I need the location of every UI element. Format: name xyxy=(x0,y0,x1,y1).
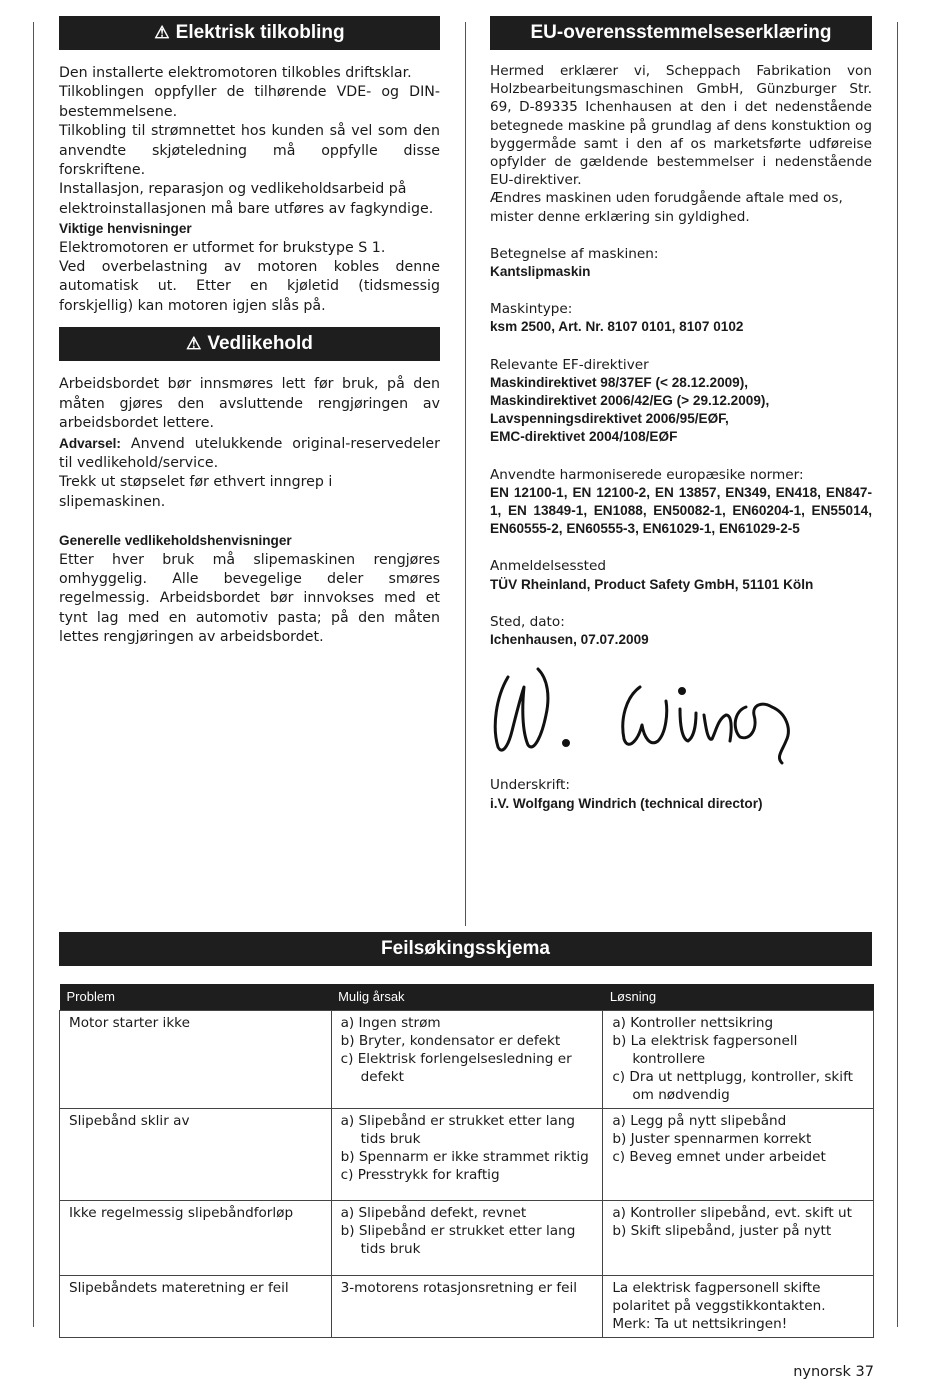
cause-item: a) Slipebånd defekt, revnet xyxy=(340,1205,527,1221)
norms-value: EN 12100-1, EN 12100-2, EN 13857, EN349, EN418, EN847-1, EN 13849-1, EN1088, EN50082-1, EN60204-1, EN55014, EN60555-2, EN60555-3, EN61029-1, EN61029-2-5 xyxy=(490,484,872,537)
elec-paragraph-6: Ved overbelastning av motoren kobles denne automatisk ut. Etter en kjøletid (tidsmessig forskjellig) kan motoren igjen slås på. xyxy=(59,259,440,314)
directive-item: Maskindirektivet 98/37EF (< 28.12.2009), xyxy=(490,374,749,390)
cause-item: c) Presstrykk for kraftig xyxy=(340,1167,500,1183)
directive-item: EMC-direktivet 2004/108/EØF xyxy=(490,429,678,445)
elec-paragraph-5: Elektromotoren er utformet for brukstype S 1. xyxy=(59,239,386,256)
elec-important-heading: Viktige henvisninger xyxy=(59,221,192,237)
left-margin-rule xyxy=(33,22,34,1327)
electrical-connection-title: Elektrisk tilkobling xyxy=(175,22,345,43)
designation-label: Betegnelse af maskinen: xyxy=(490,245,659,262)
eu-declaration-title: EU-overensstemmelseserklæring xyxy=(530,22,832,43)
right-column xyxy=(490,16,872,813)
eu-paragraph-2: Ændres maskinen uden forudgående aftale med os, mister denne erklæring sin gyldighed. xyxy=(490,190,843,225)
solution-item: a) Legg på nytt slipebånd xyxy=(612,1113,787,1129)
page-number: nynorsk 37 xyxy=(793,1364,874,1380)
eu-declaration-header xyxy=(490,16,872,50)
signature-label: Underskrift: xyxy=(490,777,570,794)
solution-text: La elektrisk fagpersonell skifte polaritet på veggstikkontakten. xyxy=(612,1280,826,1314)
cause-cell xyxy=(331,1011,603,1109)
column-header-solution: Løsning xyxy=(603,984,874,1011)
machine-type-value: ksm 2500, Art. Nr. 8107 0101, 8107 0102 xyxy=(490,319,744,335)
elec-paragraph-1: Den installerte elektromotoren tilkobles driftsklar. xyxy=(59,65,412,81)
table-row xyxy=(60,1276,874,1338)
machine-type-label: Maskintype: xyxy=(490,301,573,318)
solution-item: a) Kontroller slipebånd, evt. skift ut xyxy=(612,1205,852,1221)
right-margin-rule xyxy=(897,22,898,1327)
maint-paragraph-2: Trekk ut støpselet før ethvert inngrep i slipemaskinen. xyxy=(59,474,333,510)
handwritten-signature xyxy=(490,657,872,772)
designation-value: Kantslipmaskin xyxy=(490,264,591,280)
solution-cell xyxy=(603,1276,874,1338)
directive-item: Maskindirektivet 2006/42/EG (> 29.12.2009), xyxy=(490,393,770,409)
cause-item: a) Ingen strøm xyxy=(340,1015,441,1031)
table-header-row xyxy=(60,984,874,1011)
elec-paragraph-4: Installasjon, reparasjon og vedlikeholdsarbeid på elektroinstallasjonen må bare utføres av fagkyndige. xyxy=(59,181,434,217)
electrical-connection-header xyxy=(59,16,440,50)
solution-note: Merk: Ta ut nettsikringen! xyxy=(612,1316,788,1332)
solution-item: b) Skift slipebånd, juster på nytt xyxy=(612,1223,832,1239)
maint-paragraph-3: Etter hver bruk må slipemaskinen rengjøres omhyggelig. Alle bevegelige deler smøres regelmessig. Arbeidsbordet bør innvokses med et tynt lag med en automotiv pasta; på den måten lettes rengjøringen av arbeidsbordet. xyxy=(59,551,440,646)
column-header-problem: Problem xyxy=(60,984,332,1011)
cause-cell: 3-motorens rotasjonsretning er feil xyxy=(331,1276,603,1338)
maint-warning xyxy=(59,434,440,474)
table-row xyxy=(60,1109,874,1201)
cause-item: c) Elektrisk forlengelsesledning er defekt xyxy=(340,1051,572,1085)
place-date-value: Ichenhausen, 07.07.2009 xyxy=(490,632,649,648)
maintenance-title: Vedlikehold xyxy=(207,333,313,355)
left-column xyxy=(59,16,440,648)
warning-icon: ⚠ xyxy=(154,23,170,42)
problem-cell: Motor starter ikke xyxy=(60,1011,332,1109)
place-date-label: Sted, dato: xyxy=(490,613,565,630)
elec-paragraph-2: Tilkoblingen oppfyller de tilhørende VDE- og DIN-bestemmelsene. xyxy=(59,84,440,120)
maint-general-heading: Generelle vedlikeholdshenvisninger xyxy=(59,533,292,549)
problem-cell: Slipebåndets materetning er feil xyxy=(60,1276,332,1338)
eu-paragraph-1: Hermed erklærer vi, Scheppach Fabrikation von Holzbearbeitungsmaschinen GmbH, Günzburger Str. 69, D-89335 Ichenhausen at den i det nedenstående betegnede maskine på grundlag af dens konstuktion og byggermåde samt i den af os marketsførte udføreise opfylder de gældende bestemmelser i nedenstående EU-direktiver. xyxy=(490,63,872,189)
solution-item: b) Juster spennarmen korrekt xyxy=(612,1131,812,1147)
solution-item: b) La elektrisk fagpersonell kontrollere xyxy=(612,1033,798,1067)
solution-cell xyxy=(603,1109,874,1201)
problem-cell: Ikke regelmessig slipebåndforløp xyxy=(60,1201,332,1276)
warning-icon: ⚠ xyxy=(186,334,202,354)
norms-label: Anvendte harmoniserede europæsike normer: xyxy=(490,466,804,483)
cause-item: b) Spennarm er ikke strammet riktig xyxy=(340,1149,589,1165)
maint-warning-label: Advarsel: xyxy=(59,435,121,451)
solution-item: c) Beveg emnet under arbeidet xyxy=(612,1149,826,1165)
notified-body-value: TÜV Rheinland, Product Safety GmbH, 51101 Köln xyxy=(490,576,814,592)
cause-item: b) Bryter, kondensator er defekt xyxy=(340,1033,561,1049)
directives-label: Relevante EF-direktiver xyxy=(490,356,649,373)
maint-warning-text: Anvend utelukkende original-reservedeler til vedlikehold/service. xyxy=(59,435,440,471)
solution-cell xyxy=(603,1011,874,1109)
troubleshooting-title: Feilsøkingsskjema xyxy=(381,938,550,959)
cause-cell xyxy=(331,1201,603,1276)
maintenance-header xyxy=(59,327,440,361)
solution-item: c) Dra ut nettplugg, kontroller, skift om nødvendig xyxy=(612,1069,853,1103)
solution-cell xyxy=(603,1201,874,1276)
cause-cell xyxy=(331,1109,603,1201)
solution-item: a) Kontroller nettsikring xyxy=(612,1015,774,1031)
maint-paragraph-1: Arbeidsbordet bør innsmøres lett før bruk, på den måten gjøres den avsluttende rengjøringen av arbeidsbordet lettere. xyxy=(59,376,440,432)
troubleshooting-table xyxy=(59,984,874,1338)
directive-item: Lavspenningsdirektivet 2006/95/EØF, xyxy=(490,411,729,427)
table-row xyxy=(60,1011,874,1109)
column-header-cause: Mulig årsak xyxy=(331,984,603,1011)
signature-value: i.V. Wolfgang Windrich (technical director) xyxy=(490,795,763,811)
table-row xyxy=(60,1201,874,1276)
cause-item: a) Slipebånd er strukket etter lang tids bruk xyxy=(340,1113,576,1147)
notified-body-label: Anmeldelsessted xyxy=(490,558,606,575)
column-divider-rule xyxy=(465,22,466,926)
cause-item: b) Slipebånd er strukket etter lang tids bruk xyxy=(340,1223,576,1257)
problem-cell: Slipebånd sklir av xyxy=(60,1109,332,1201)
elec-paragraph-3: Tilkobling til strømnettet hos kunden så vel som den anvendte skjøteledning må oppfylle disse forskriftene. xyxy=(59,123,440,179)
troubleshooting-header xyxy=(59,932,872,966)
